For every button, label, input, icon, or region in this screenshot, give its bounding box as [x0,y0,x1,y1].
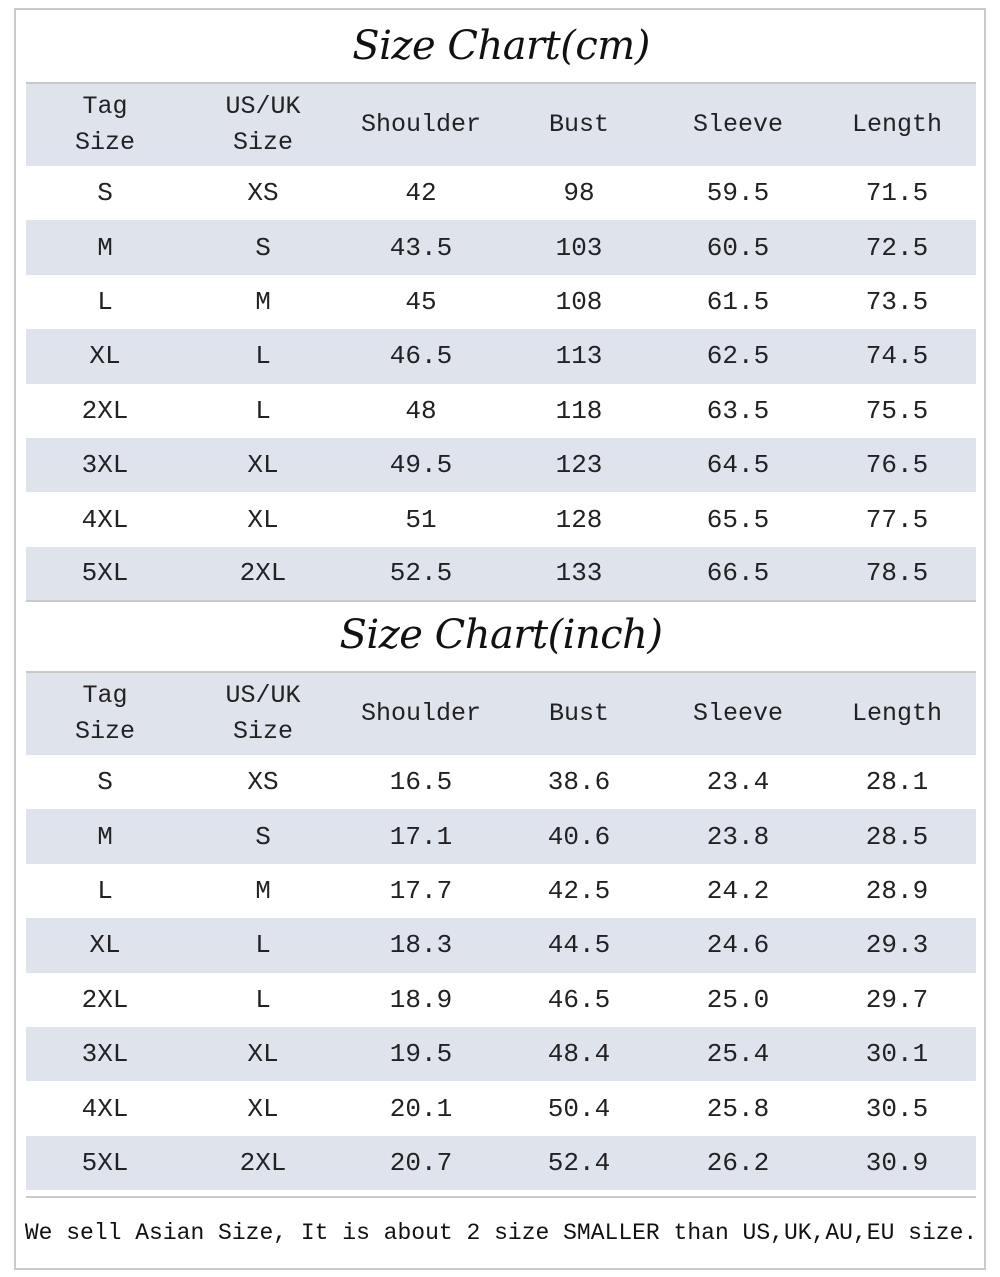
table-row [26,755,976,809]
cell-shoulder: 49.5 [389,450,453,481]
cell-shoulder: 18.3 [389,930,453,961]
column-header-line: Shoulder [360,110,482,139]
cell-bust: 128 [555,504,603,535]
cell-us-uk-size: XS [247,178,279,209]
cell-sleeve: 25.8 [706,1093,770,1124]
cell-shoulder: 20.7 [389,1147,453,1178]
table-row [26,384,976,438]
cell-sleeve: 66.5 [706,558,770,589]
cell-bust: 38.6 [547,767,611,798]
cell-tag-size: L [97,875,113,906]
cell-bust: 113 [555,341,603,372]
cell-sleeve: 63.5 [706,395,770,426]
size-table-inch [26,673,976,1190]
cell-bust: 133 [555,558,603,589]
cell-shoulder: 19.5 [389,1039,453,1070]
cell-length: 30.5 [865,1093,929,1124]
column-header-line: Shoulder [360,699,482,728]
column-header-sleeve [658,673,818,755]
cell-shoulder: 46.5 [389,341,453,372]
cell-bust: 123 [555,450,603,481]
size-chart-inch [26,599,976,1190]
cell-us-uk-size: XS [247,767,279,798]
chart-title-cm: Size Chart(cm) [26,10,976,84]
cell-shoulder: 18.9 [389,984,453,1015]
asian-size-note: We sell Asian Size, It is about 2 size SMALLER than US,UK,AU,EU size. [26,1196,976,1268]
table-row [26,166,976,220]
cell-tag-size: 4XL [81,1093,129,1124]
column-header-shoulder [342,673,500,755]
cell-sleeve: 60.5 [706,232,770,263]
column-header-bust [500,84,658,166]
column-header-length [818,84,976,166]
cell-bust: 40.6 [547,821,611,852]
column-header-line: Length [851,699,942,728]
table-row [26,329,976,383]
cell-sleeve: 25.4 [706,1039,770,1070]
cell-shoulder: 45 [405,286,437,317]
cell-shoulder: 51 [405,504,437,535]
column-header-line: US/UK [225,92,301,121]
column-header-sleeve [658,84,818,166]
table-row [26,220,976,274]
cell-us-uk-size: S [255,232,271,263]
cell-bust: 48.4 [547,1039,611,1070]
cell-sleeve: 24.6 [706,930,770,961]
table-row [26,275,976,329]
cell-tag-size: 3XL [81,1039,129,1070]
cell-length: 71.5 [865,178,929,209]
cell-sleeve: 25.0 [706,984,770,1015]
column-header-tag-size [26,673,184,755]
cell-tag-size: S [97,178,113,209]
cell-length: 30.1 [865,1039,929,1070]
cell-sleeve: 26.2 [706,1147,770,1178]
cell-us-uk-size: S [255,821,271,852]
cell-bust: 44.5 [547,930,611,961]
cell-bust: 118 [555,395,603,426]
cell-shoulder: 17.1 [389,821,453,852]
table-row [26,973,976,1027]
table-row [26,547,976,601]
cell-length: 28.5 [865,821,929,852]
column-header-line: Sleeve [692,110,783,139]
cell-us-uk-size: L [255,341,271,372]
chart-title-inch: Size Chart(inch) [26,599,976,673]
cell-us-uk-size: XL [247,1039,279,1070]
cell-length: 29.3 [865,930,929,961]
cell-us-uk-size: XL [247,450,279,481]
table-row [26,492,976,546]
table-row [26,1136,976,1190]
cell-bust: 52.4 [547,1147,611,1178]
column-header-shoulder [342,84,500,166]
cell-sleeve: 59.5 [706,178,770,209]
cell-sleeve: 62.5 [706,341,770,372]
column-header-line: Length [851,110,942,139]
cell-sleeve: 24.2 [706,875,770,906]
cell-us-uk-size: 2XL [239,558,287,589]
cell-bust: 103 [555,232,603,263]
cell-tag-size: 3XL [81,450,129,481]
column-header-line: Size [232,128,293,157]
column-header-line: Bust [548,699,609,728]
cell-length: 77.5 [865,504,929,535]
cell-bust: 50.4 [547,1093,611,1124]
cell-bust: 98 [563,178,595,209]
cell-bust: 46.5 [547,984,611,1015]
cell-us-uk-size: L [255,984,271,1015]
table-row [26,918,976,972]
size-table-cm [26,84,976,602]
cell-tag-size: 5XL [81,1147,129,1178]
cell-us-uk-size: 2XL [239,1147,287,1178]
cell-tag-size: 2XL [81,984,129,1015]
table-header-row [26,673,976,755]
cell-tag-size: 4XL [81,504,129,535]
cell-us-uk-size: L [255,930,271,961]
cell-length: 75.5 [865,395,929,426]
table-row [26,438,976,492]
cell-shoulder: 52.5 [389,558,453,589]
cell-length: 76.5 [865,450,929,481]
cell-length: 28.1 [865,767,929,798]
column-header-line: Tag [82,681,128,710]
column-header-us-uk-size [184,673,342,755]
cell-us-uk-size: M [255,875,271,906]
cell-length: 78.5 [865,558,929,589]
cell-shoulder: 20.1 [389,1093,453,1124]
cell-length: 73.5 [865,286,929,317]
table-row [26,864,976,918]
cell-us-uk-size: XL [247,1093,279,1124]
cell-sleeve: 23.8 [706,821,770,852]
column-header-line: Tag [82,92,128,121]
cell-us-uk-size: M [255,286,271,317]
cell-tag-size: 2XL [81,395,129,426]
cell-tag-size: S [97,767,113,798]
cell-length: 30.9 [865,1147,929,1178]
cell-shoulder: 43.5 [389,232,453,263]
cell-shoulder: 17.7 [389,875,453,906]
cell-sleeve: 61.5 [706,286,770,317]
cell-length: 29.7 [865,984,929,1015]
cell-tag-size: 5XL [81,558,129,589]
cell-sleeve: 23.4 [706,767,770,798]
column-header-tag-size [26,84,184,166]
cell-length: 72.5 [865,232,929,263]
cell-shoulder: 42 [405,178,437,209]
column-header-line: Size [74,128,135,157]
cell-bust: 108 [555,286,603,317]
table-row [26,1027,976,1081]
cell-tag-size: M [97,821,113,852]
column-header-us-uk-size [184,84,342,166]
table-row [26,809,976,863]
cell-length: 74.5 [865,341,929,372]
column-header-bust [500,673,658,755]
column-header-line: Size [232,717,293,746]
cell-bust: 42.5 [547,875,611,906]
column-header-line: Bust [548,110,609,139]
cell-us-uk-size: XL [247,504,279,535]
cell-length: 28.9 [865,875,929,906]
table-header-row [26,84,976,166]
column-header-line: US/UK [225,681,301,710]
column-header-line: Size [74,717,135,746]
table-row [26,1081,976,1135]
column-header-line: Sleeve [692,699,783,728]
cell-tag-size: M [97,232,113,263]
cell-tag-size: L [97,286,113,317]
cell-tag-size: XL [89,930,121,961]
size-chart-cm [26,10,976,602]
cell-shoulder: 48 [405,395,437,426]
cell-tag-size: XL [89,341,121,372]
cell-shoulder: 16.5 [389,767,453,798]
cell-us-uk-size: L [255,395,271,426]
column-header-length [818,673,976,755]
cell-sleeve: 65.5 [706,504,770,535]
cell-sleeve: 64.5 [706,450,770,481]
